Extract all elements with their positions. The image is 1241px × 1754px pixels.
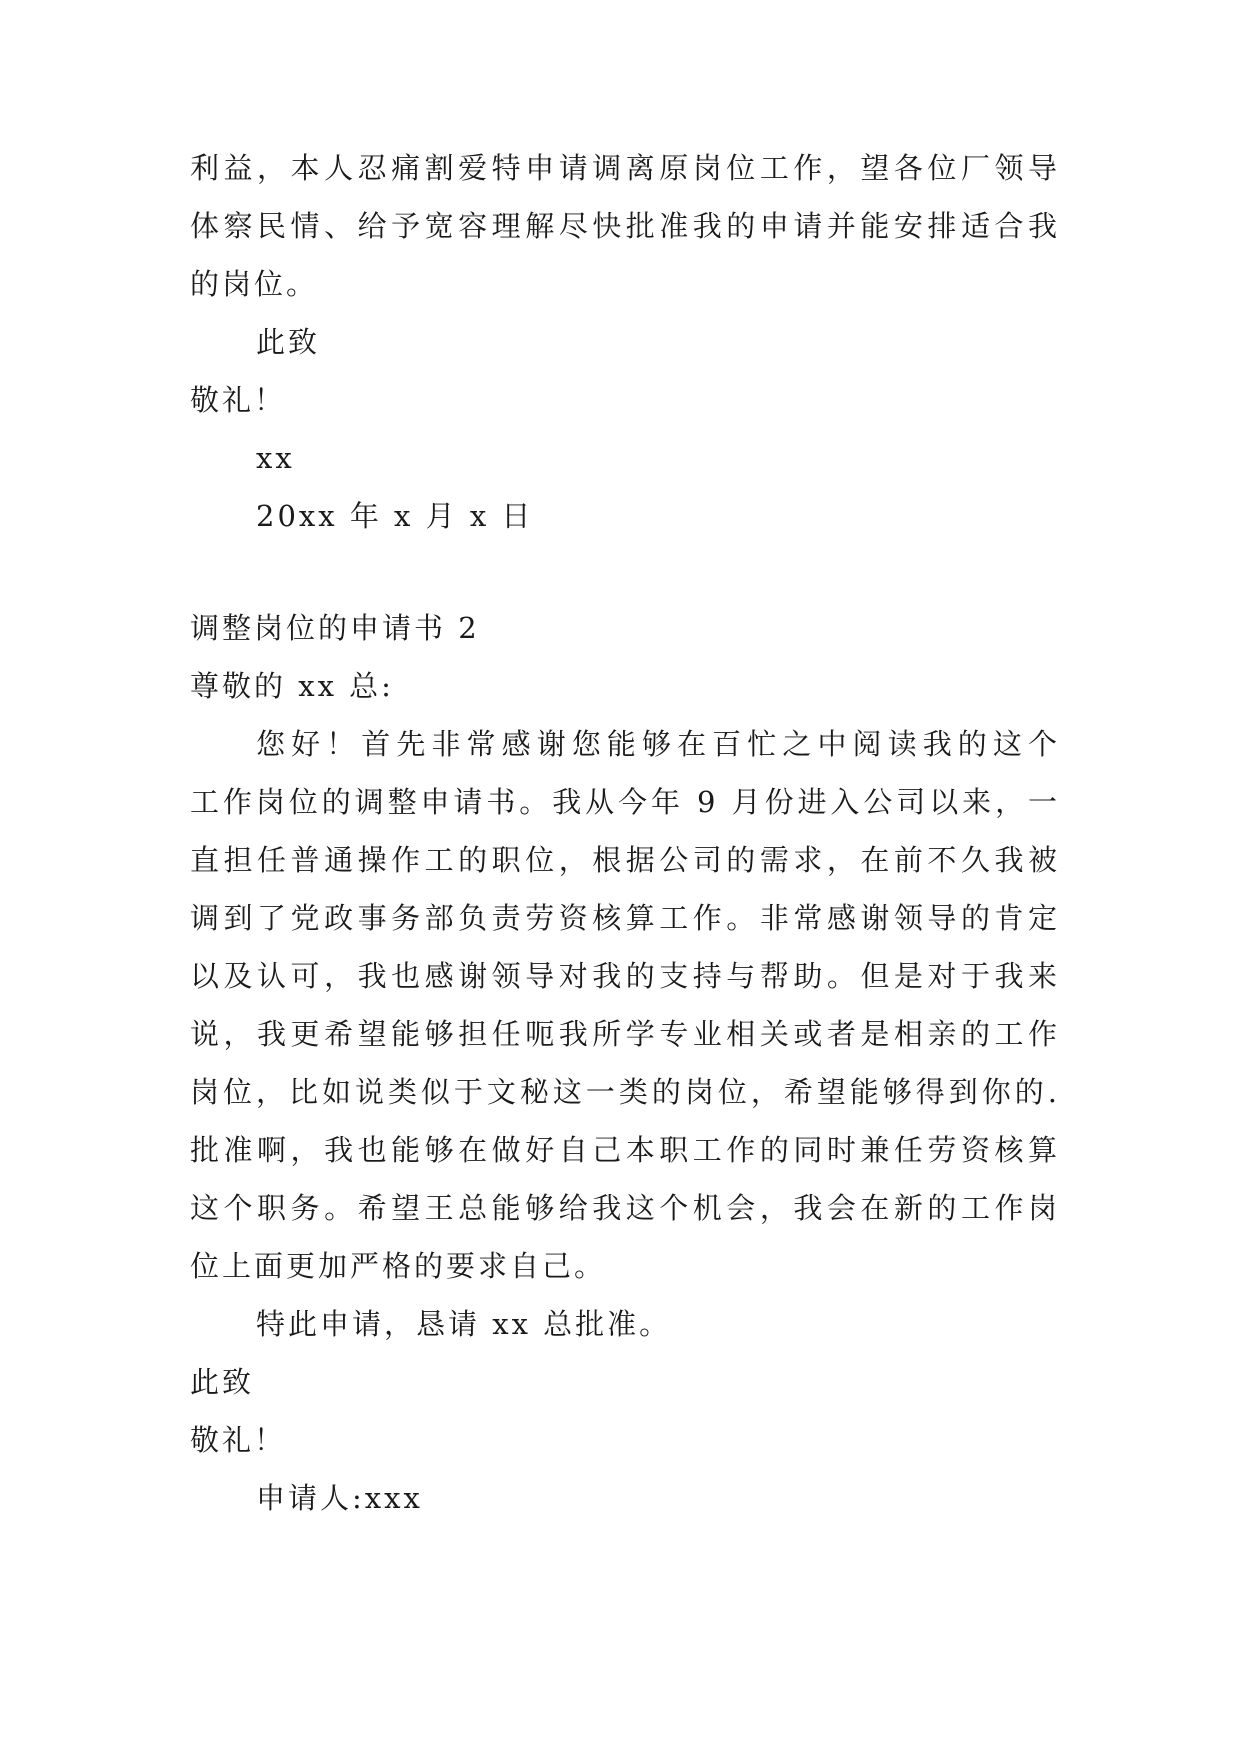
body-line-1: 您好！首先非常感谢您能够在百忙之中阅读我的这个 [256, 727, 1060, 761]
body-line-4: 调到了党政事务部负责劳资核算工作。非常感谢领导的肯定 [190, 901, 1060, 935]
closing-salute: 敬礼！ [190, 1423, 287, 1457]
body-line-10: 位上面更加严格的要求自己。 [190, 1249, 607, 1283]
date: 20xx 年 x 月 x 日 [256, 499, 534, 533]
applicant-signature: 申请人:xxx [256, 1481, 423, 1515]
body-line-5: 以及认可，我也感谢领导对我的支持与帮助。但是对于我来 [190, 959, 1060, 993]
signature: xx [256, 441, 295, 475]
section-title: 调整岗位的申请书 2 [190, 611, 480, 645]
closing-regards: 此致 [256, 325, 321, 359]
salutation: 尊敬的 xx 总: [190, 669, 394, 703]
request-line: 特此申请，恳请 xx 总批准。 [256, 1307, 672, 1341]
body-line-1: 利益，本人忍痛割爱特申请调离原岗位工作，望各位厂领导 [190, 151, 1060, 185]
body-line-6: 说，我更希望能够担任呃我所学专业相关或者是相亲的工作 [190, 1017, 1060, 1051]
body-line-3: 的岗位。 [190, 267, 319, 301]
body-line-2: 工作岗位的调整申请书。我从今年 9 月份进入公司以来，一 [190, 785, 1060, 819]
body-line-9: 这个职务。希望王总能够给我这个机会，我会在新的工作岗 [190, 1191, 1060, 1225]
closing-salute: 敬礼！ [190, 383, 287, 417]
body-line-3: 直担任普通操作工的职位，根据公司的需求，在前不久我被 [190, 843, 1060, 877]
body-line-7: 岗位，比如说类似于文秘这一类的岗位，希望能够得到你的. [190, 1075, 1060, 1109]
body-line-2: 体察民情、给予宽容理解尽快批准我的申请并能安排适合我 [190, 209, 1060, 243]
body-line-8: 批准啊，我也能够在做好自己本职工作的同时兼任劳资核算 [190, 1133, 1060, 1167]
closing-regards: 此致 [190, 1365, 255, 1399]
